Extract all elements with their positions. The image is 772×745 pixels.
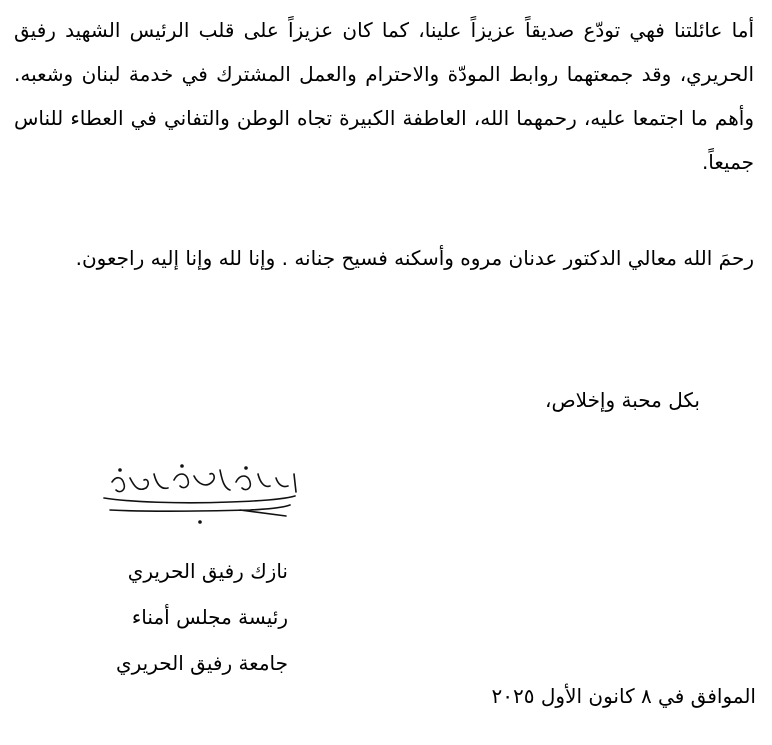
closing-salutation: بكل محبة وإخلاص،	[545, 388, 700, 412]
letter-paragraph-1: أما عائلتنا فهي تودّع صديقاً عزيزاً علينا، كما كان عزيزاً على قلب الرئيس الشهيد رفيق الحريري، وقد جمعتهما روابط المودّة والاحترام والعمل المشترك في خدمة لبنان وشعبه. وأهم ما اجتمعا عليه، رحمهما الله، العاطفة الكبيرة تجاه الوطن والتفاني في العطاء للناس جميعاً.	[14, 18, 754, 174]
signatory-block	[116, 548, 288, 686]
letter-date: الموافق في ٨ كانون الأول ٢٠٢٥	[491, 684, 756, 708]
handwritten-signature	[90, 458, 310, 538]
signatory-institution: جامعة رفيق الحريري	[115, 651, 288, 675]
letter-paragraph-2: رحمَ الله معالي الدكتور عدنان مروه وأسكنه فسيح جنانه . وإنا لله وإنا إليه راجعون.	[75, 246, 754, 270]
signatory-name: نازك رفيق الحريري	[127, 559, 288, 583]
signatory-title: رئيسة مجلس أمناء	[131, 605, 288, 629]
